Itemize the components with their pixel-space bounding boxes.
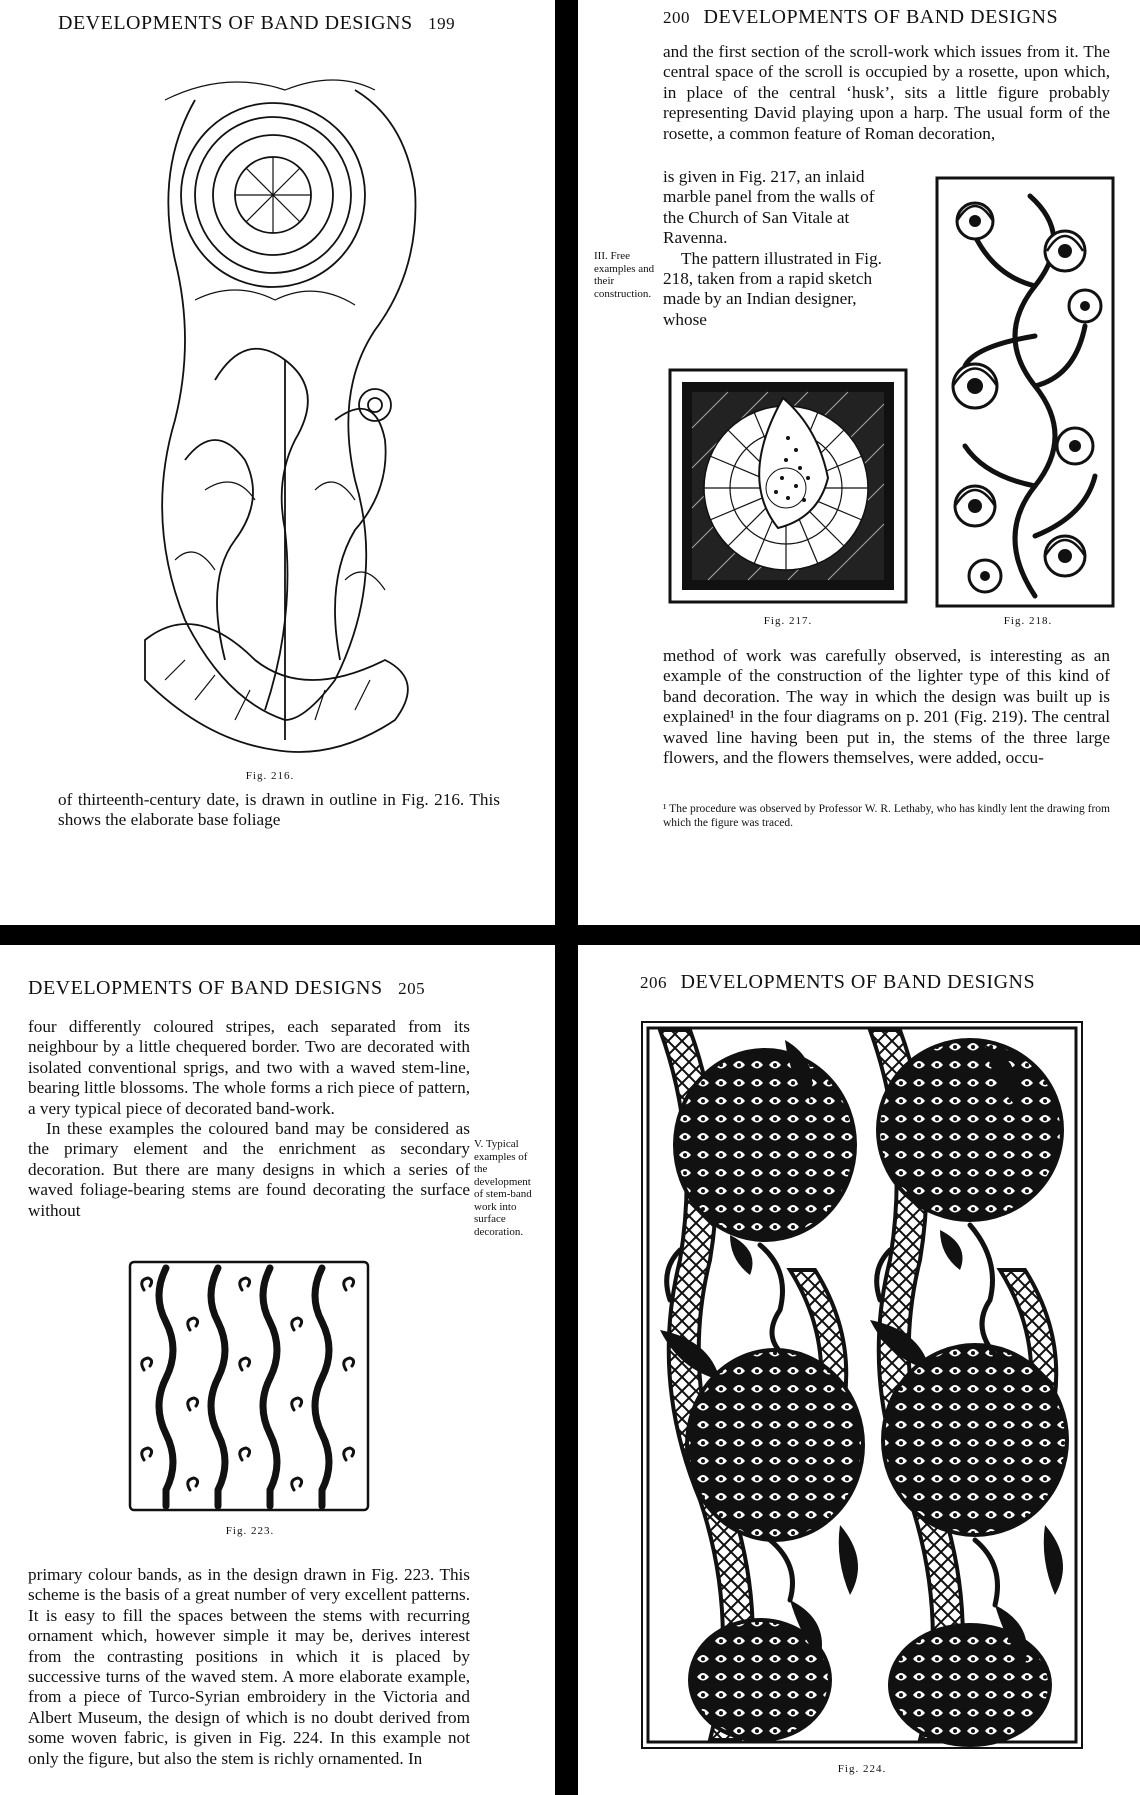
running-head: [28, 977, 425, 1000]
page-200-paragraph-top: and the first section of the scroll-work which issues from it. The central space of the scroll is occupied by a rosette, upon which, in place of the central ‘husk’, sits a little figure probably representing David playing upon a harp. The usual form of the rosette, a common feature of Roman decoration,: [663, 42, 1110, 143]
page-number: 200: [663, 8, 690, 27]
figure-217-rosette-panel: [668, 368, 908, 604]
margin-note-v: V. Typical examples of the development of stem-band work into surface decoration.: [474, 1138, 532, 1238]
running-head-title: DEVELOPMENTS OF BAND DESIGNS: [28, 977, 383, 999]
page-200-paragraph-narrow-2: The pattern illustrated in Fig. 218, taken from a rapid sketch made by an Indian designer, whose: [663, 248, 882, 329]
running-head-title: DEVELOPMENTS OF BAND DESIGNS: [58, 12, 413, 34]
page-number: 199: [428, 14, 456, 33]
page-199-paragraph: of thirteenth-century date, is drawn in outline in Fig. 216. This shows the elaborate base foliage: [58, 790, 500, 830]
page-200: [578, 0, 1140, 925]
running-head-title: DEVELOPMENTS OF BAND DESIGNS: [680, 971, 1036, 993]
running-head: [58, 12, 455, 35]
page-number: 205: [398, 979, 426, 998]
page-205-body-text-top: [28, 1017, 470, 1221]
figure-224-caption: Fig. 224.: [837, 1763, 887, 1775]
figure-218-indian-floral-pattern: [935, 176, 1115, 608]
page-206: [578, 945, 1140, 1795]
page-number: 206: [640, 973, 667, 992]
page-200-paragraph-bottom: method of work was carefully observed, is interesting as an example of the construction of the lighter type of this kind of band decoration. The way in which the design was built up is explained¹ in the four diagrams on p. 201 (Fig. 219). The central waved line having been put in, the stems of the three large flowers, and the flowers themselves, were added, occu-: [663, 646, 1110, 768]
figure-224-turco-syrian-embroidery: [640, 1020, 1084, 1750]
figure-216-foliage-illustration: [135, 60, 435, 765]
page-200-footnote: ¹ The procedure was observed by Professor W. R. Lethaby, who has kindly lent the drawing from which the figure was traced.: [663, 803, 1110, 829]
page-199-body-text: [58, 790, 500, 831]
running-head: [640, 971, 1035, 994]
page-205: [0, 945, 555, 1795]
page-205-paragraph-2: In these examples the coloured band may be considered as the primary element and the enrichment as secondary decoration. But there are many designs in which a series of waved foliage-bearing stems are found decorating the surface without: [28, 1119, 470, 1220]
page-205-paragraph-3: primary colour bands, as in the design drawn in Fig. 223. This scheme is the basis of a great number of very excellent patterns. It is easy to fill the spaces between the stems with recurring ornament which, however simple it may be, derives interest from the contrasting positions in which it is placed by successive turns of the waved stem. A more elaborate example, from a piece of Turco-Syrian embroidery in the Victoria and Albert Museum, the design of which is no doubt derived from some woven fabric, is given in Fig. 224. In this example not only the figure, but also the stem is richly ornamented. In: [28, 1565, 470, 1768]
page-200-paragraph-narrow: is given in Fig. 217, an inlaid marble panel from the walls of the Church of San Vitale at Ravenna.: [663, 167, 875, 248]
page-200-body-text-narrow: [663, 167, 888, 330]
figure-223-waved-stems-pattern: [128, 1260, 370, 1512]
figure-218-caption: Fig. 218.: [1003, 615, 1053, 627]
page-199: [0, 0, 555, 925]
figure-217-caption: Fig. 217.: [763, 615, 813, 627]
page-200-body-text-top: [663, 42, 1110, 144]
page-205-paragraph-1: four differently coloured stripes, each separated from its neighbour by a little chequered border. Two are decorated with isolated conventional sprigs, and two with a waved stem-line, bearing little blossoms. The whole forms a rich piece of pattern, a very typical piece of decorated band-work.: [28, 1017, 470, 1118]
page-200-body-text-bottom: [663, 646, 1110, 768]
margin-note-iii: III. Free examples and their construction.: [594, 250, 655, 300]
running-head: [663, 6, 1058, 29]
running-head-title: DEVELOPMENTS OF BAND DESIGNS: [703, 6, 1059, 28]
page-205-body-text-bottom: [28, 1565, 470, 1769]
figure-223-caption: Fig. 223.: [225, 1525, 275, 1537]
figure-216-caption: Fig. 216.: [245, 770, 295, 782]
